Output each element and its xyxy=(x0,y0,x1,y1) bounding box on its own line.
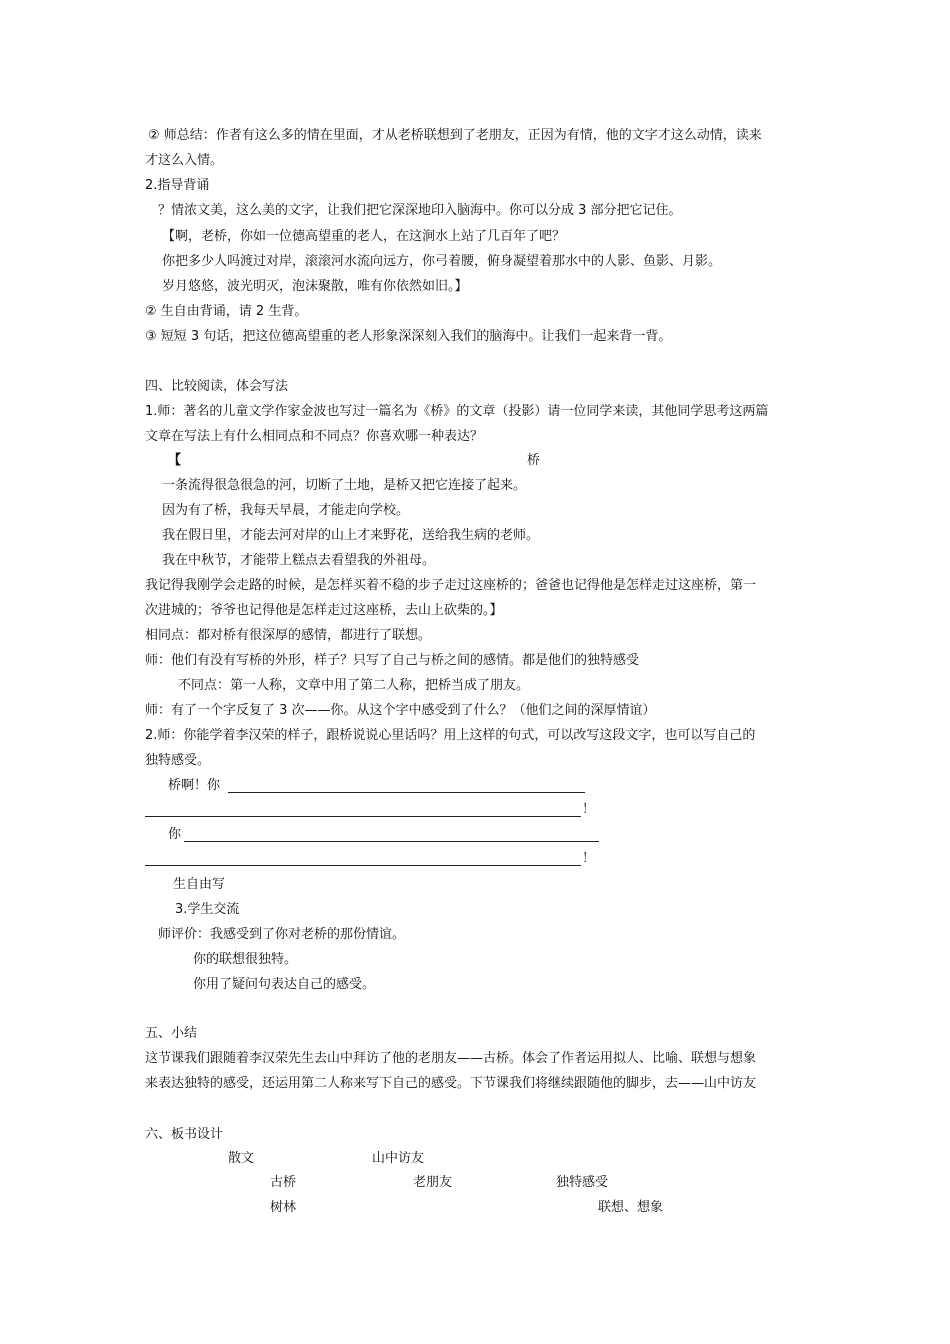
blank-1-continuation-line[interactable] xyxy=(145,816,581,817)
recite-heading: 2.指导背诵 xyxy=(145,178,210,193)
blank-2-continuation-line[interactable] xyxy=(145,865,581,866)
section-5-heading: 五、小结 xyxy=(145,1026,198,1041)
same-points: 相同点：都对桥有很深厚的感情，都进行了联想。 xyxy=(145,628,432,643)
teacher-evaluation-1: 师评价：我感受到了你对老桥的那份情谊。 xyxy=(158,927,406,942)
teacher-evaluation-3: 你用了疑问句表达自己的感受。 xyxy=(193,977,376,992)
board-item-woods: 树林 xyxy=(270,1200,297,1215)
question-2-line-1: 2.师：你能学着李汉荣的样子，跟桥说说心里话吗？用上这样的句式，可以改写这段文字，也可以写自己的 xyxy=(145,728,756,743)
poem-open-bracket: 【 xyxy=(168,453,182,468)
teacher-comment-1: 师：他们有没有写桥的外形，样子？只写了自己与桥之间的感情。都是他们的独特感受 xyxy=(145,653,640,668)
summary-line-1: ② 师总结：作者有这么多的情在里面，才从老桥联想到了老朋友，正因为有情，他的文字才这么动情，读来 xyxy=(148,128,762,143)
summary-paragraph-line-1: 这节课我们跟随着李汉荣先生去山中拜访了他的老朋友——古桥。体会了作者运用拟人、比喻、联想与想象 xyxy=(145,1051,757,1066)
question-2-line-2: 独特感受。 xyxy=(145,753,211,768)
poem-line-2: 因为有了桥，我每天早晨，才能走向学校。 xyxy=(162,503,410,518)
blank-1-end-mark: ！ xyxy=(582,802,596,817)
summary-paragraph-line-2: 来表达独特的感受，还运用第二人称来写下自己的感受。下节课我们将继续跟随他的脚步，去——山中访友 xyxy=(145,1076,757,1091)
different-points: 不同点：第一人称，文章中用了第二人称，把桥当成了朋友。 xyxy=(178,678,530,693)
blank-2-label: 你 xyxy=(168,827,182,842)
blank-1-line[interactable] xyxy=(228,792,585,793)
board-genre: 散文 xyxy=(228,1151,255,1166)
recite-line-3: 岁月悠悠，波光明灭，泡沫聚散，唯有你依然如旧。】 xyxy=(162,279,468,294)
summary-line-2: 才这么入情。 xyxy=(145,153,224,168)
poem-line-3: 我在假日里，才能去河对岸的山上才来野花，送给我生病的老师。 xyxy=(162,528,540,543)
student-exchange: 3.学生交流 xyxy=(175,902,240,917)
section-6-heading: 六、板书设计 xyxy=(145,1127,224,1142)
teacher-comment-2: 师：有了一个字反复了 3 次——你。从这个字中感受到了什么？（他们之间的深厚情谊） xyxy=(145,703,656,718)
recite-step-3: ③ 短短 3 句话，把这位德高望重的老人形象深深刻入我们的脑海中。让我们一起来背一背。 xyxy=(145,329,672,344)
teacher-evaluation-2: 你的联想很独特。 xyxy=(193,952,298,967)
board-title: 山中访友 xyxy=(372,1151,425,1166)
section-4-heading: 四、比较阅读，体会写法 xyxy=(145,379,289,394)
recite-line-1: 【啊，老桥，你如一位德高望重的老人，在这涧水上站了几百年了吧？ xyxy=(162,229,566,244)
board-item-imagination: 联想、想象 xyxy=(598,1200,664,1215)
poem-line-5a: 我记得我刚学会走路的时候，是怎样买着不稳的步子走过这座桥的；爸爸也记得他是怎样走过这座桥，第一 xyxy=(145,578,757,593)
blank-2-end-mark: ！ xyxy=(582,851,596,866)
question-1-line-2: 文章在写法上有什么相同点和不同点？你喜欢哪一种表达？ xyxy=(145,429,484,444)
recite-step-2: ② 生自由背诵，请 2 生背。 xyxy=(145,304,308,319)
recite-intro: ？情浓文美，这么美的文字，让我们把它深深地印入脑海中。你可以分成 3 部分把它记住。 xyxy=(158,203,682,218)
board-item-unique-feeling: 独特感受 xyxy=(556,1175,609,1190)
blank-1-label: 桥啊！你 xyxy=(168,778,221,793)
board-item-old-friend: 老朋友 xyxy=(413,1175,453,1190)
free-write: 生自由写 xyxy=(173,877,226,892)
recite-line-2: 你把多少人吗渡过对岸，滚滚河水流向远方，你弓着腰，俯身凝望着那水中的人影、鱼影、月影。 xyxy=(162,254,722,269)
blank-2-line[interactable] xyxy=(184,841,599,842)
poem-title: 桥 xyxy=(527,453,541,468)
question-1-line-1: 1.师：著名的儿童文学作家金波也写过一篇名为《桥》的文章（投影）请一位同学来读，其他同学思考这两篇 xyxy=(145,404,769,419)
poem-line-4: 我在中秋节，才能带上糕点去看望我的外祖母。 xyxy=(162,553,436,568)
board-item-ancient-bridge: 古桥 xyxy=(270,1175,297,1190)
poem-line-1: 一条流得很急很急的河，切断了土地，是桥又把它连接了起来。 xyxy=(162,478,527,493)
poem-line-5b: 次进城的；爷爷也记得他是怎样走过这座桥，去山上砍柴的。】 xyxy=(145,603,503,618)
